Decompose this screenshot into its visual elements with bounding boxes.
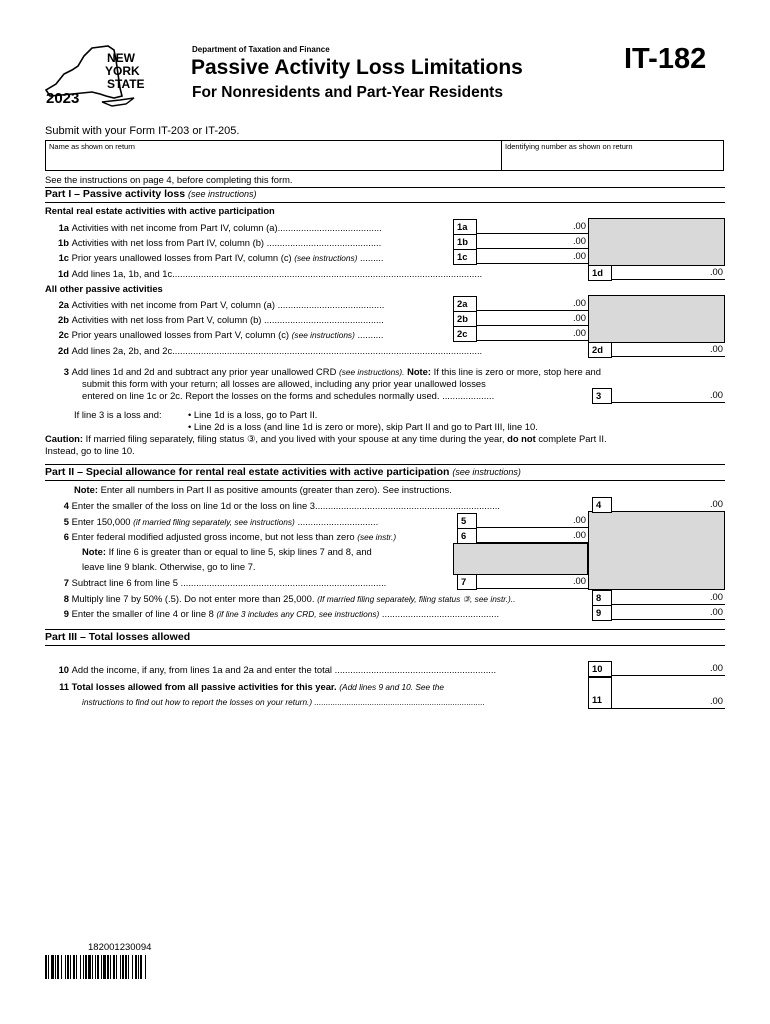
form-number: IT-182 [624, 43, 707, 75]
part3-top-rule [45, 629, 725, 630]
line-1d: 1d Add lines 1a, 1b, and 1c....................................................................................................................... [58, 268, 483, 279]
part2-top-rule [45, 464, 725, 465]
line-1b-code: 1b [453, 234, 477, 250]
line-2b: 2b Activities with net loss from Part V, column (b) .............................................. [58, 314, 384, 325]
line-6: 6 Enter federal modified adjusted gross income, but not less than zero (see instr.) [63, 531, 397, 542]
line-2a-code: 2a [453, 296, 477, 312]
part2-shaded-area-2 [453, 543, 588, 575]
other-activities-heading: All other passive activities [45, 283, 163, 294]
logo-word-state: STATE [107, 77, 145, 91]
line-2d-code: 2d [588, 342, 612, 358]
line-2b-amount[interactable]: .00 [477, 311, 588, 326]
line-6-code: 6 [457, 528, 477, 544]
line-2c-amount[interactable]: .00 [477, 326, 588, 341]
line-11: 11 Total losses allowed from all passive activities for this year. (Add lines 9 and 10. See the [59, 681, 444, 692]
line-10-amount[interactable]: .00 [612, 661, 725, 676]
line-1a-amount[interactable]: .00 [477, 219, 588, 234]
logo-word-york: YORK [105, 64, 140, 78]
line-2c-code: 2c [453, 326, 477, 342]
part2-note: Note: Enter all numbers in Part II as positive amounts (greater than zero). See instructions. [74, 484, 452, 495]
line-9: 9 Enter the smaller of line 4 or line 8 (if line 3 includes any CRD, see instructions) ............................................. [63, 608, 500, 619]
part3-title: Part III – Total losses allowed [45, 631, 191, 643]
part1-title: Part I – Passive activity loss (see instructions) [45, 188, 257, 200]
if-loss-bullet-1: • Line 1d is a loss, go to Part II. [188, 409, 318, 420]
if-loss-lead: If line 3 is a loss and: [74, 409, 162, 420]
part1-shaded-area-1 [588, 218, 725, 266]
line-9-code: 9 [592, 605, 612, 621]
if-loss-bullet-2: • Line 2d is a loss (and line 1d is zero or more), skip Part II and go to Part III, line 10. [188, 421, 538, 432]
line-5-amount[interactable]: .00 [477, 513, 588, 528]
line-7: 7 Subtract line 6 from line 5 ............................................................................... [63, 577, 387, 588]
line-6-note: Note: If line 6 is greater than or equal to line 5, skip lines 7 and 8, and [82, 546, 372, 557]
form-year: 2023 [46, 90, 80, 107]
line-2b-code: 2b [453, 311, 477, 327]
line-4-code: 4 [592, 497, 612, 513]
line-9-amount[interactable]: .00 [612, 605, 725, 620]
line-1a-code: 1a [453, 219, 477, 235]
identifying-number-label: Identifying number as shown on return [505, 142, 633, 151]
line-7-code: 7 [457, 574, 477, 590]
line-2d: 2d Add lines 2a, 2b, and 2c....................................................................................................................... [58, 345, 483, 356]
line-3-amount[interactable]: .00 [612, 388, 725, 403]
caution-line: Caution: If married filing separately, filing status ③, and you lived with your spouse at any time during the year, do not complete Part II. [45, 433, 607, 444]
line-2a-amount[interactable]: .00 [477, 296, 588, 311]
line-8-code: 8 [592, 590, 612, 606]
line-5-code: 5 [457, 513, 477, 529]
line-6-amount[interactable]: .00 [477, 528, 588, 543]
line-3-cont-1: submit this form with your return; all losses are allowed, including any prior year unallowed losses [82, 378, 486, 389]
part1-shaded-area-2 [588, 295, 725, 343]
line-3: 3 Add lines 1d and 2d and subtract any prior year unallowed CRD (see instructions). Note: If this line is zero or more, stop here and [63, 366, 601, 377]
part2-title: Part II – Special allowance for rental real estate activities with active participation (see instructions) [45, 466, 521, 478]
line-3-cont-2: entered on line 1c or 2c. Report the losses on the forms and schedules normally used. .................... [82, 390, 495, 401]
line-1d-code: 1d [588, 265, 612, 281]
line-1c-amount[interactable]: .00 [477, 249, 588, 264]
line-10: 10 Add the income, if any, from lines 1a and 2a and enter the total .............................................................. [58, 664, 497, 675]
line-2c: 2c Prior years unallowed losses from Part V, column (c) (see instructions) .......... [58, 329, 384, 340]
identifying-number-field[interactable] [501, 140, 724, 171]
part3-title-rule [45, 645, 725, 646]
part2-shaded-area-1 [588, 511, 725, 590]
line-4: 4 Enter the smaller of the loss on line 1d or the loss on line 3....................................................................... [63, 500, 500, 511]
barcode-number: 182001230094 [88, 942, 152, 953]
see-instructions-note: See the instructions on page 4, before completing this form. [45, 174, 293, 185]
name-field-label: Name as shown on return [49, 142, 135, 151]
line-11-amount[interactable]: .00 [612, 694, 725, 709]
line-8: 8 Multiply line 7 by 50% (.5). Do not enter more than 25,000. (If married filing separately, filing status ③, see instr.).. [63, 593, 516, 604]
department-name: Department of Taxation and Finance [192, 45, 330, 54]
line-1d-amount[interactable]: .00 [612, 265, 725, 280]
caution-line-cont: Instead, go to line 10. [45, 445, 135, 456]
rental-activities-heading: Rental real estate activities with active participation [45, 205, 275, 216]
submit-instructions: Submit with your Form IT-203 or IT-205. [45, 125, 240, 137]
barcode-image [45, 955, 195, 979]
form-subtitle: For Nonresidents and Part-Year Residents [192, 84, 503, 101]
part1-title-rule [45, 202, 725, 203]
line-10-code: 10 [588, 661, 612, 677]
line-11-cont: instructions to find out how to report the losses on your return.) .......................................................................... [82, 697, 486, 707]
line-1a: 1a Activities with net income from Part IV, column (a)........................................ [58, 222, 382, 233]
name-field[interactable] [45, 140, 502, 171]
logo-word-new: NEW [107, 51, 135, 65]
line-1c: 1c Prior years unallowed losses from Part IV, column (c) (see instructions) ......... [58, 252, 384, 263]
line-4-amount[interactable]: .00 [612, 497, 725, 512]
line-1b: 1b Activities with net loss from Part IV, column (b) ............................................ [58, 237, 382, 248]
line-8-amount[interactable]: .00 [612, 590, 725, 605]
line-5: 5 Enter 150,000 (if married filing separately, see instructions) ............................... [63, 516, 379, 527]
line-1b-amount[interactable]: .00 [477, 234, 588, 249]
line-11-code: 11 [592, 694, 602, 705]
line-1c-code: 1c [453, 249, 477, 265]
line-3-code: 3 [592, 388, 612, 404]
line-2a: 2a Activities with net income from Part V, column (a) ......................................... [58, 299, 385, 310]
line-6-note-cont: leave line 9 blank. Otherwise, go to line 7. [82, 561, 256, 572]
line-7-amount[interactable]: .00 [477, 574, 588, 589]
line-2d-amount[interactable]: .00 [612, 342, 725, 357]
part2-title-rule [45, 480, 725, 481]
form-title: Passive Activity Loss Limitations [191, 56, 523, 79]
